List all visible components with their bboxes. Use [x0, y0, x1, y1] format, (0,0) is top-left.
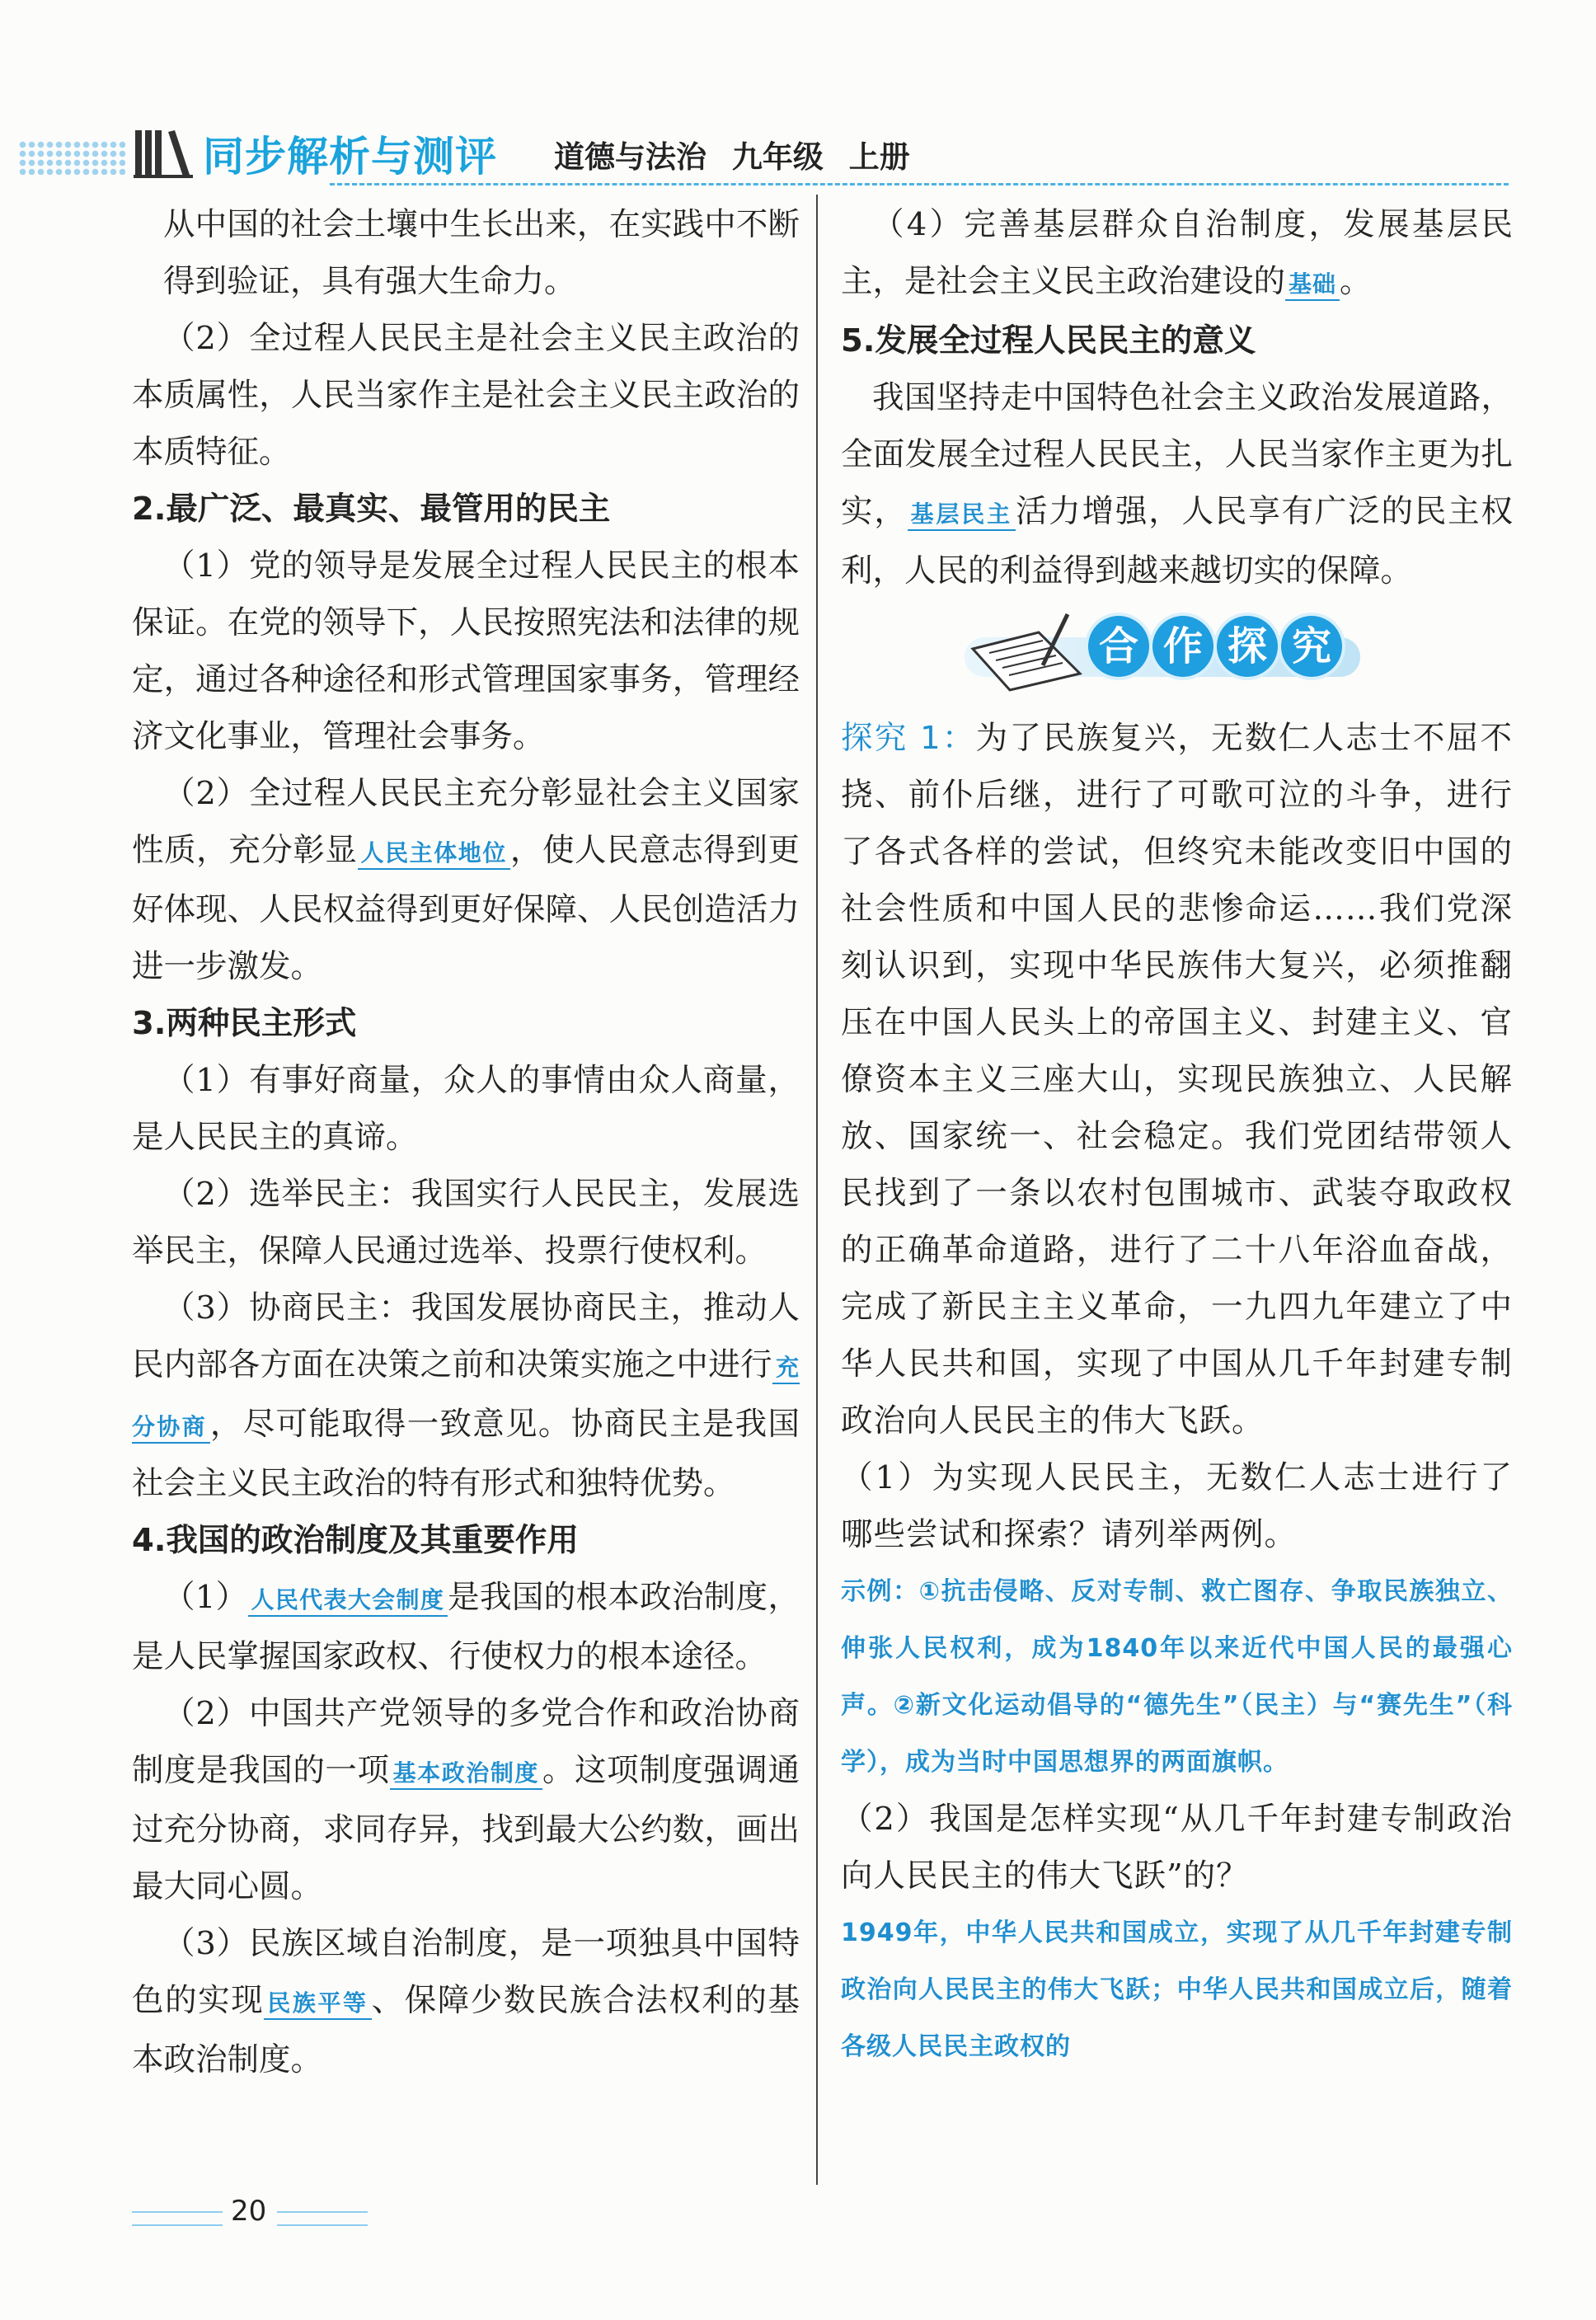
section-heading: 2.最广泛、最真实、最管用的民主 — [132, 491, 611, 528]
paragraph: （2）选举民主：我国实行人民民主，发展选举民主，保障人民通过选举、投票行使权利。 — [132, 1176, 800, 1270]
paragraph — [132, 1280, 800, 1512]
fill-answer: 充分协商 — [132, 1354, 800, 1444]
subject-title: 道德与法治 九年级 上册 — [554, 139, 910, 175]
footer-decoration-left — [132, 2211, 223, 2226]
fill-answer: 基层民主 — [908, 500, 1016, 531]
inquiry-material — [841, 710, 1513, 1449]
question-2: （2）我国是怎样实现“从几千年封建专制政治向人民民主的伟大飞跃”的？ — [841, 1801, 1513, 1895]
text: 我国坚持走中国特色社会主义政治发展道路，全面发展全过程人民民主，人民当家作主更为扎实， — [841, 379, 1513, 530]
banner-char: 作 — [1152, 616, 1213, 677]
footer-decoration-right — [277, 2211, 368, 2226]
answer-2: 1949年，中华人民共和国成立，实现了从几千年封建专制政治向人民民主的伟大飞跃；中华人民共和国成立后，随着各级人民民主政权的 — [841, 1918, 1513, 2061]
text: （3）协商民主：我国发展协商民主，推动人民内部各方面在决策之前和决策实施之中进行 — [132, 1289, 800, 1383]
paragraph: （2）全过程人民民主是社会主义民主政治的本质属性，人民当家作主是社会主义民主政治的本质特征。 — [132, 320, 800, 471]
banner-title — [1088, 616, 1342, 677]
inquiry-label: 探究 1： — [841, 720, 976, 757]
paragraph — [132, 1915, 800, 2088]
text: 。 — [1340, 263, 1372, 300]
text: （2）中国共产党领导的多党合作和政治协商制度是我国的一项 — [132, 1695, 800, 1789]
section-heading: 5.发展全过程人民民主的意义 — [841, 322, 1256, 359]
paragraph — [841, 369, 1513, 599]
paragraph: （1）有事好商量，众人的事情由众人商量，是人民民主的真谛。 — [132, 1062, 800, 1156]
left-column — [132, 196, 800, 2088]
books-logo-icon — [132, 125, 198, 180]
text: ，尽可能取得一致意见。协商民主是我国社会主义民主政治的特有形式和独特优势。 — [132, 1406, 800, 1502]
fill-answer: 人民代表大会制度 — [248, 1586, 448, 1617]
inquiry-text: 为了民族复兴，无数仁人志士不屈不挠、前仆后继，进行了可歌可泣的斗争，进行了各式各样的尝试，但终究未能改变旧中国的社会性质和中国人民的悲惨命运……我们党深刻认识到，实现中华民族伟大复兴，必须推翻压在中国人民头上的帝国主义、封建主义、官僚资本主义三座大山，实现民族独立、人民解放、国家统一、社会稳定。我们党团结带领人民找到了一条以农村包围城市、武装夺取政权的正确革命道路，进行了二十八年浴血奋战，完成了新民主主义革命，一九四九年建立了中华人民共和国，实现了中国从几千年封建专制政治向人民民主的伟大飞跃。 — [841, 720, 1513, 1439]
fill-answer: 人民主体地位 — [358, 839, 510, 870]
paragraph: 从中国的社会土壤中生长出来，在实践中不断得到验证，具有强大生命力。 — [163, 206, 800, 300]
text: （1） — [163, 1579, 248, 1616]
section-heading: 3.两种民主形式 — [132, 1005, 357, 1042]
paragraph: （1）党的领导是发展全过程人民民主的根本保证。在党的领导下，人民按照宪法和法律的规定，通过各种途径和形式管理国家事务，管理经济文化事业，管理社会事务。 — [132, 547, 800, 755]
text: 、保障少数民族合法权利的基本政治制度。 — [132, 1982, 800, 2078]
text: （4）完善基层群众自治制度，发展基层民主，是社会主义民主政治建设的 — [841, 206, 1513, 300]
text: ，使人民意志得到更好体现、人民权益得到更好保障、人民创造活力进一步激发。 — [132, 832, 800, 985]
section-heading: 4.我国的政治制度及其重要作用 — [132, 1522, 579, 1559]
paragraph — [132, 765, 800, 995]
paragraph — [132, 1685, 800, 1915]
column-divider — [816, 195, 818, 2185]
fill-answer: 基础 — [1285, 270, 1340, 301]
page-number: 20 — [231, 2195, 267, 2228]
header-divider — [330, 183, 1509, 186]
text: 。这项制度强调通过充分协商，求同存异，找到最大公约数，画出最大同心圆。 — [132, 1752, 800, 1905]
fill-answer: 民族平等 — [264, 1989, 371, 2020]
text: 是我国的根本政治制度，是人民掌握国家政权、行使权力的根本途径。 — [132, 1579, 800, 1675]
cooperation-banner — [841, 604, 1513, 703]
text: 活力增强，人民享有广泛的民主权利，人民的利益得到越来越切实的保障。 — [841, 493, 1513, 589]
answer-1: 示例：①抗击侵略、反对专制、救亡图存、争取民族独立、伸张人民权利，成为1840年以来近代中国人民的最强心声。②新文化运动倡导的“德先生”（民主）与“赛先生”（科学），成为当时中国思想界的两面旗帜。 — [841, 1577, 1513, 1777]
banner-char: 合 — [1088, 616, 1149, 677]
text: （2）全过程人民民主充分彰显社会主义国家性质，充分彰显 — [132, 775, 800, 869]
fill-answer: 基本政治制度 — [390, 1759, 542, 1790]
text: （3）民族区域自治制度，是一项独具中国特色的实现 — [132, 1925, 800, 2019]
question-1: （1）为实现人民民主，无数仁人志士进行了哪些尝试和探索？请列举两例。 — [841, 1459, 1513, 1553]
header-dots-decoration — [18, 140, 125, 175]
brand-title: 同步解析与测评 — [203, 133, 497, 181]
right-column — [841, 196, 1513, 2075]
banner-char: 探 — [1217, 616, 1278, 677]
banner-char: 究 — [1281, 616, 1342, 677]
paragraph — [841, 196, 1513, 312]
paragraph — [132, 1569, 800, 1685]
